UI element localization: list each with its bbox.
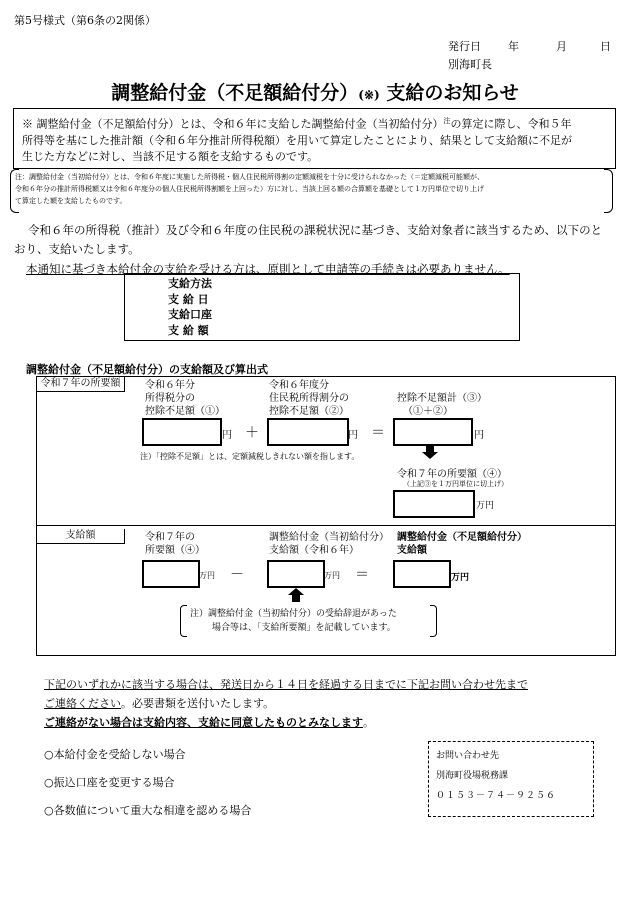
s2-col3-line-1: 調整給付金（不足額給付分） <box>397 532 527 543</box>
shortfall-payment-field <box>393 560 451 588</box>
man-yen-3: 万円 <box>324 571 340 580</box>
s2-col1-line-2: 所要額（④） <box>145 545 205 556</box>
down-arrow-icon <box>422 452 438 459</box>
yen-1: 円 <box>222 430 232 441</box>
col2-header <box>269 379 349 418</box>
s2-col1-line-1: 令和７年の <box>145 532 195 543</box>
title-tail: 支給のお知らせ <box>386 82 519 104</box>
col1-line-3: 控除不足額（①） <box>145 406 225 417</box>
issue-day: 日 <box>600 40 611 53</box>
man-yen-2: 万円 <box>199 571 215 580</box>
inquiry-dept: 別海町役場税務課 <box>436 771 509 781</box>
payment-method-label: 支給方法 <box>168 277 212 290</box>
footnote-line-1: 注：調整給付金（当初給付分）とは、令和６年度に実施した所得税・個人住民税所得割の定額減税を十分に受けられなかった（＝定額減税可能額が、 <box>15 173 484 181</box>
initial-payment-field <box>267 560 325 588</box>
col3-line-1: 控除不足額計（③） <box>397 393 487 404</box>
contact-notice-line-3a: ご連絡がない場合は支給内容、支給に同意したものとみなします <box>44 716 363 729</box>
footnote-line-2: 令和６年分の推計所得税額又は令和６年度分の個人住民税所得割額を上回った）方に対し、当該上回る額の合算額を基礎として１万円単位で切り上げ <box>15 185 484 193</box>
payment-account-label: 支給口座 <box>168 308 212 321</box>
yen-2: 円 <box>348 430 358 441</box>
contact-notice <box>44 675 528 732</box>
issuer: 別海町長 <box>448 58 492 71</box>
inquiry-label: お問い合わせ先 <box>436 751 500 761</box>
s2-col2-header <box>269 531 389 557</box>
col3-line-2: （①＋②） <box>403 406 453 417</box>
intro-line-1: 令和６年の所得税（推計）及び令和６年度の住民税の課税状況に基づき、支給対象者に該当するため、以下のと <box>28 223 603 237</box>
case-list <box>44 741 251 825</box>
page-title <box>0 78 630 105</box>
man-yen-4: 万円 <box>451 573 470 583</box>
deficit-note: 注）「控除不足額」とは、定額減税しきれない額を指します。 <box>140 452 360 461</box>
intro-text <box>14 221 618 259</box>
definition-text <box>22 113 616 165</box>
footnote-text <box>15 171 613 207</box>
requirement-copy-field <box>142 560 200 588</box>
up-arrow-icon <box>288 588 304 595</box>
requirement-field <box>393 490 475 518</box>
definition-line-1: ※ 調整給付金（不足額給付分）とは、令和６年に支給した調整給付金（当初給付分） <box>22 117 444 131</box>
man-yen-1: 万円 <box>476 501 495 511</box>
s2-col3-line-2: 支給額 <box>397 545 427 556</box>
footnote-line-3: て算定した額を支給したものです。 <box>15 197 127 205</box>
payment-info-labels <box>168 276 212 338</box>
deficit-2-field <box>267 418 349 446</box>
contact-notice-line-1: 下記のいずれかに該当する場合は、発送日から１４日を経過する日までに下記お問い合わせ先まで <box>44 678 528 691</box>
initial-payment-note <box>190 607 397 635</box>
minus-sign: － <box>230 567 244 583</box>
col2-line-3: 控除不足額（②） <box>269 406 349 417</box>
equals-sign-1: ＝ <box>371 425 385 441</box>
col1-line-1: 令和６年分 <box>145 380 195 391</box>
issue-year: 年 <box>508 40 519 53</box>
yen-3: 円 <box>474 430 484 441</box>
contact-notice-line-2b: 。必要書類を送付いたします。 <box>121 697 275 710</box>
inquiry-phone: ０１５３－７４－９２５６ <box>436 791 557 801</box>
initial-payment-note-1: 注）調整給付金（当初給付分）の受給辞退があった <box>190 609 397 619</box>
calc-divider <box>36 525 615 526</box>
contact-notice-line-2a: ご連絡ください <box>44 697 121 710</box>
s2-col1-header <box>145 531 205 557</box>
col1-header <box>145 379 225 418</box>
deficit-total-field <box>393 418 473 446</box>
case-item-account-change: ○振込口座を変更する場合 <box>44 776 175 789</box>
payment-amount-label: 支 給 額 <box>168 323 209 337</box>
issue-date-label: 発行日 <box>448 40 481 53</box>
col3-header <box>397 392 487 418</box>
deficit-1-field <box>142 418 222 446</box>
equals-sign-2: ＝ <box>355 567 369 583</box>
initial-payment-note-2: 場合等は、「支給所要額」を記載しています。 <box>212 623 396 633</box>
calc-heading: 調整給付金（不足額給付分）の支給額及び算出式 <box>26 363 268 376</box>
plus-sign: ＋ <box>245 425 259 441</box>
note-bracket-left <box>180 605 187 637</box>
requirement-label: 令和７年の所要額（④） <box>397 469 507 480</box>
up-arrow-stem <box>292 595 300 602</box>
requirement-sub: （上記③を１万円単位に切上げ） <box>403 480 508 488</box>
intro-line-2: おり、支給いたします。 <box>14 242 140 256</box>
case-item-discrepancy: ○各数値について重大な相違を認める場合 <box>44 804 252 817</box>
col2-line-2: 住民税所得割分の <box>269 393 349 404</box>
no-application-notice: 本通知に基づき本給付金の支給を受ける方は、原則として申請等の手続きは必要ありません。 <box>26 262 510 276</box>
down-arrow-stem <box>426 445 434 452</box>
definition-sup: 注 <box>443 117 451 125</box>
form-label: 第5号様式（第6条の2関係） <box>14 14 156 27</box>
note-bracket-right <box>430 605 437 637</box>
s2-col2-line-2: 支給額（令和６年） <box>269 545 359 556</box>
payment-date-label: 支 給 日 <box>168 292 209 306</box>
definition-line-3: 生じた方などに対し、当該不足する額を支給するものです。 <box>22 149 319 163</box>
s2-col2-line-1: 調整給付金（当初給付分） <box>269 532 389 543</box>
inquiry-text <box>436 746 556 806</box>
case-item-decline: ○本給付金を受給しない場合 <box>44 748 186 761</box>
definition-line-2: 所得等を基にした推計額（令和６年分推計所得税額）を用いて算定したことにより、結果として支給額に不足が <box>22 133 572 147</box>
issue-month: 月 <box>556 40 567 53</box>
title-mark: (※) <box>358 88 380 102</box>
title-main: 調整給付金（不足額給付分） <box>111 82 359 104</box>
definition-line-1-tail: の算定に際し、令和５年 <box>450 117 572 131</box>
contact-notice-line-3b: 。 <box>363 716 374 729</box>
s2-col3-header <box>397 531 527 557</box>
col2-line-1: 令和６年度分 <box>269 380 329 391</box>
section2-tab: 支給額 <box>36 529 125 544</box>
section1-tab: 令和７年の所要額 <box>36 376 125 392</box>
col1-line-2: 所得税分の <box>145 393 195 404</box>
